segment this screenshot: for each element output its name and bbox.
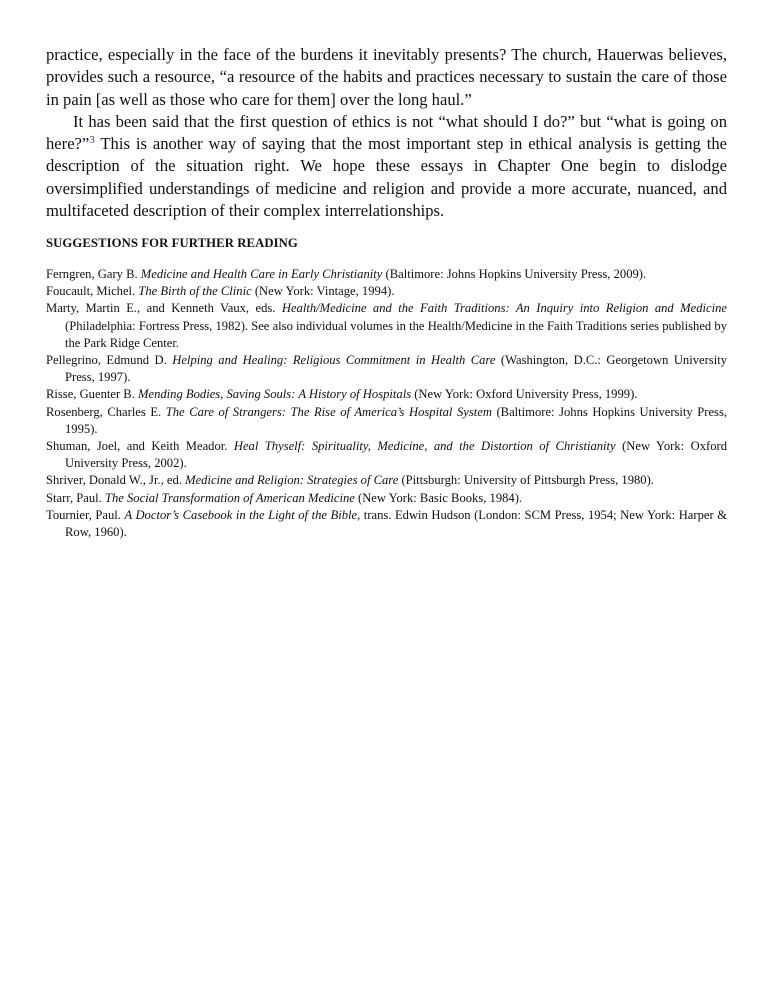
reading-title: Medicine and Religion: Strategies of Care <box>185 473 399 488</box>
paragraph-1: practice, especially in the face of the burdens it inevitably presents? The church, Hauerwas believes, provides such a resource, “a resource of the habits and practices necessary to sustain the care of those in pain [as well as those who care for them] over the long haul.” <box>46 45 727 109</box>
reading-author: Foucault, Michel. <box>46 284 139 299</box>
further-reading-heading: SUGGESTIONS FOR FURTHER READING <box>46 236 298 250</box>
reading-title: The Social Transformation of American Medicine <box>104 490 355 505</box>
reading-list <box>46 266 727 541</box>
reading-item <box>46 507 727 541</box>
reading-author: Tournier, Paul. <box>46 507 125 522</box>
reading-item <box>46 266 727 283</box>
reading-author: Pellegrino, Edmund D. <box>46 353 173 368</box>
reading-item <box>46 300 727 352</box>
reading-author: Ferngren, Gary B. <box>46 267 141 281</box>
reading-title: Medicine and Health Care in Early Christianity <box>140 267 383 281</box>
reading-author: Rosenberg, Charles E. <box>46 404 166 419</box>
reading-details: (New York: Basic Books, 1984). <box>354 490 523 505</box>
reading-title: Mending Bodies, Saving Souls: A History of Hospitals <box>138 387 412 402</box>
reading-author: Risse, Guenter B. <box>46 387 138 402</box>
reading-title: The Care of Strangers: The Rise of America’s Hospital System <box>165 404 492 419</box>
footnote-reference-3[interactable]: 3 <box>89 134 95 147</box>
reading-details: , trans. Edwin Hudson (London: SCM Press, 1954; New York: Harper & Row, 1960). <box>65 507 727 540</box>
body-text <box>46 44 727 222</box>
reading-item <box>46 283 727 300</box>
reading-title: Helping and Healing: Religious Commitment in Health Care <box>172 353 496 368</box>
reading-details: (Baltimore: Johns Hopkins University Press, 1995). <box>65 404 728 436</box>
reading-details: (Washington, D.C.: Georgetown University Press, 1997). <box>65 353 728 385</box>
reading-item <box>46 352 727 386</box>
reading-author: Shuman, Joel, and Keith Meador. <box>46 439 234 454</box>
reading-title: A Doctor’s Casebook in the Light of the Bible <box>124 507 358 522</box>
paragraph-2-text-start: It has been said that the first question of ethics is not “what should I do?” but “what is going on here?” <box>46 111 727 154</box>
reading-details: (New York: Oxford University Press, 1999). <box>411 387 638 402</box>
reading-title: Heal Thyself: Spirituality, Medicine, and the Distortion of Christianity <box>233 439 616 454</box>
reading-item <box>46 490 727 507</box>
reading-details: (New York: Oxford University Press, 2002). <box>65 439 727 471</box>
reading-item <box>46 438 727 472</box>
reading-details: (Baltimore: Johns Hopkins University Press, 2009). <box>382 267 647 281</box>
reading-details: (Pittsburgh: University of Pittsburgh Press, 1980). <box>398 473 654 488</box>
reading-author: Starr, Paul. <box>46 490 105 505</box>
paragraph-2 <box>46 111 727 222</box>
paragraph-2-text-end: This is another way of saying that the most important step in ethical analysis is getting the description of the situation right. We hope these essays in Chapter One begin to dislodge oversimplified understandings of medicine and religion and provide a more accurate, nuanced, and multifaceted description of their complex interrelationships. <box>46 134 727 221</box>
reading-author: Shriver, Donald W., Jr., ed. <box>46 473 186 488</box>
reading-author: Marty, Martin E., and Kenneth Vaux, eds. <box>46 301 282 316</box>
reading-title: The Birth of the Clinic <box>138 284 252 299</box>
reading-title: Health/Medicine and the Faith Traditions: An Inquiry into Religion and Medicine <box>281 301 727 316</box>
reading-details: (Philadelphia: Fortress Press, 1982). See also individual volumes in the Health/Medicine in the Faith Traditions series published by the Park Ridge Center. <box>65 318 727 350</box>
reading-item <box>46 404 727 438</box>
reading-details: (New York: Vintage, 1994). <box>251 284 395 299</box>
reading-item <box>46 472 727 489</box>
reading-item <box>46 386 727 403</box>
